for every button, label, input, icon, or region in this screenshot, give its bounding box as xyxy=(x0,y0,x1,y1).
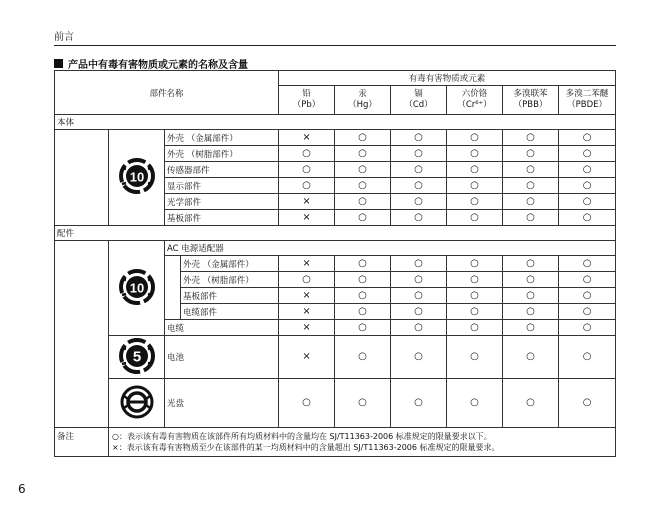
remark-line: ○：表示该有毒有害物质在该部件所有均质材料中的含量均在 SJ/T11363-2006 标准规定的限量要求以下。 xyxy=(112,432,492,441)
substance-mark: ○ xyxy=(559,304,616,320)
substance-mark: ○ xyxy=(559,256,616,272)
substance-mark: ○ xyxy=(391,272,447,288)
remarks-row xyxy=(55,428,616,457)
section-title xyxy=(54,56,248,71)
substance-name: 多溴二苯醚 xyxy=(565,89,609,99)
substance-mark: ○ xyxy=(503,162,559,178)
part-name: 光学部件 xyxy=(165,194,279,210)
running-header: 前言 xyxy=(54,32,74,43)
header-row xyxy=(55,71,616,86)
substance-mark: ○ xyxy=(447,256,503,272)
part-name: 基板部件 xyxy=(165,210,279,226)
group-label-remarks: 备注 xyxy=(55,428,109,457)
substance-mark: ○ xyxy=(559,194,616,210)
substance-mark: × xyxy=(279,336,335,379)
substance-mark: ○ xyxy=(335,288,391,304)
substance-mark: ○ xyxy=(335,210,391,226)
section-title-text: 产品中有毒有害物质或元素的名称及含量 xyxy=(68,60,248,71)
substance-mark: ○ xyxy=(447,320,503,336)
substance-mark: ○ xyxy=(335,146,391,162)
substance-mark: ○ xyxy=(391,146,447,162)
substance-header xyxy=(503,86,559,115)
substance-name: 多溴联苯 xyxy=(513,89,548,99)
substance-mark: ○ xyxy=(503,272,559,288)
substance-mark: ○ xyxy=(559,320,616,336)
substance-mark: ○ xyxy=(447,130,503,146)
table-row xyxy=(55,130,616,146)
substance-mark: ○ xyxy=(503,210,559,226)
environment-period-10-icon xyxy=(119,158,155,194)
substance-mark: ○ xyxy=(279,178,335,194)
hazardous-substances-table xyxy=(54,70,616,457)
substance-mark: ○ xyxy=(279,272,335,288)
substance-mark: ○ xyxy=(447,272,503,288)
substance-mark: ○ xyxy=(503,288,559,304)
substance-mark: × xyxy=(279,256,335,272)
svg-text:5: 5 xyxy=(132,348,141,365)
part-name: 外壳 （树脂部件） xyxy=(181,272,279,288)
substance-mark: × xyxy=(279,320,335,336)
substance-mark: ○ xyxy=(391,336,447,379)
substance-mark: × xyxy=(279,194,335,210)
substance-mark: × xyxy=(279,130,335,146)
substance-mark: ○ xyxy=(559,379,616,428)
substance-mark: ○ xyxy=(391,178,447,194)
table-row xyxy=(55,115,616,130)
part-name: 外壳 （树脂部件） xyxy=(165,146,279,162)
remark-line: ×：表示该有毒有害物质至少在该部件的某一均质材料中的含量超出 SJ/T11363-2006 标准规定的限量要求。 xyxy=(112,443,500,452)
substance-mark: ○ xyxy=(335,272,391,288)
substance-mark: × xyxy=(279,210,335,226)
substance-mark: ○ xyxy=(335,162,391,178)
substance-mark: ○ xyxy=(447,194,503,210)
substance-mark: ○ xyxy=(335,304,391,320)
substance-mark: ○ xyxy=(391,379,447,428)
substance-mark: × xyxy=(279,288,335,304)
substance-mark: ○ xyxy=(503,320,559,336)
substance-symbol: （Pb） xyxy=(292,100,321,110)
substance-mark: ○ xyxy=(447,336,503,379)
substance-name: 六价铬 xyxy=(461,89,488,99)
substance-symbol: （Cr⁶⁺） xyxy=(457,100,492,110)
logo-cell xyxy=(109,130,165,226)
substance-symbol: （Hg） xyxy=(348,100,377,110)
substance-mark: ○ xyxy=(503,130,559,146)
substance-mark: ○ xyxy=(335,256,391,272)
adapter-title: AC 电源适配器 xyxy=(165,241,616,256)
part-name: 传感器部件 xyxy=(165,162,279,178)
logo-cell xyxy=(109,379,165,428)
table-row xyxy=(55,241,616,256)
page-number: 6 xyxy=(18,482,26,496)
hazard-header: 有毒有害物质或元素 xyxy=(279,71,616,86)
part-name: 显示部件 xyxy=(165,178,279,194)
substance-symbol: （PBB） xyxy=(513,100,548,110)
part-name: 电缆部件 xyxy=(181,304,279,320)
substance-mark: ○ xyxy=(447,304,503,320)
substance-name: 镉 xyxy=(414,89,423,99)
substance-mark: ○ xyxy=(503,194,559,210)
substance-mark: ○ xyxy=(391,130,447,146)
substance-header xyxy=(447,86,503,115)
environment-period-5-icon xyxy=(119,338,155,374)
substance-mark: ○ xyxy=(279,379,335,428)
substance-mark: ○ xyxy=(391,256,447,272)
substance-mark: ○ xyxy=(447,288,503,304)
part-name: 电缆 xyxy=(165,320,279,336)
substance-mark: ○ xyxy=(559,210,616,226)
substance-mark: ○ xyxy=(391,288,447,304)
blank-cell xyxy=(55,241,109,428)
header-rule xyxy=(54,45,616,46)
substance-mark: ○ xyxy=(559,130,616,146)
logo-cell xyxy=(109,241,165,336)
part-name: 外壳 （金属部件） xyxy=(181,256,279,272)
substance-mark: ○ xyxy=(559,336,616,379)
substance-mark: ○ xyxy=(391,320,447,336)
substance-mark: ○ xyxy=(447,178,503,194)
table-row xyxy=(55,379,616,428)
substance-mark: ○ xyxy=(503,178,559,194)
substance-mark: ○ xyxy=(391,210,447,226)
substance-mark: ○ xyxy=(559,288,616,304)
substance-name: 铅 xyxy=(302,89,311,99)
substance-mark: ○ xyxy=(447,146,503,162)
indent-cell xyxy=(165,256,181,320)
substance-mark: ○ xyxy=(391,194,447,210)
substance-header xyxy=(279,86,335,115)
square-bullet-icon xyxy=(54,59,63,68)
substance-mark: ○ xyxy=(335,379,391,428)
substance-mark: ○ xyxy=(335,178,391,194)
substance-mark: ○ xyxy=(503,146,559,162)
logo-cell xyxy=(109,336,165,379)
svg-text:10: 10 xyxy=(129,280,144,295)
substance-mark: ○ xyxy=(559,146,616,162)
substance-mark: ○ xyxy=(559,272,616,288)
part-name: 基板部件 xyxy=(181,288,279,304)
substance-header xyxy=(559,86,616,115)
blank-cell xyxy=(55,130,109,226)
substance-mark: ○ xyxy=(391,162,447,178)
substance-mark: ○ xyxy=(503,256,559,272)
substance-header xyxy=(335,86,391,115)
substance-mark: × xyxy=(279,304,335,320)
substance-symbol: （Cd） xyxy=(404,100,433,110)
substance-mark: ○ xyxy=(559,162,616,178)
substance-symbol: （PBDE） xyxy=(567,100,607,110)
disc-eco-icon xyxy=(119,384,155,420)
substance-mark: ○ xyxy=(391,304,447,320)
table-row xyxy=(55,336,616,379)
substance-mark: ○ xyxy=(503,379,559,428)
substance-mark: ○ xyxy=(279,162,335,178)
group-label-body: 本体 xyxy=(55,115,616,130)
substance-mark: ○ xyxy=(335,130,391,146)
substance-mark: ○ xyxy=(559,178,616,194)
part-name: 电池 xyxy=(165,336,279,379)
substance-mark: ○ xyxy=(447,210,503,226)
substance-mark: ○ xyxy=(279,146,335,162)
part-name: 外壳 （金属部件） xyxy=(165,130,279,146)
group-label-accessories: 配件 xyxy=(55,226,616,241)
substance-mark: ○ xyxy=(335,194,391,210)
part-name-header: 部件名称 xyxy=(55,71,279,115)
substance-mark: ○ xyxy=(503,304,559,320)
part-name: 光盘 xyxy=(165,379,279,428)
substance-mark: ○ xyxy=(447,379,503,428)
substance-mark: ○ xyxy=(335,320,391,336)
substance-name: 汞 xyxy=(358,89,367,99)
environment-period-10-icon xyxy=(119,269,155,305)
substance-mark: ○ xyxy=(447,162,503,178)
substance-header xyxy=(391,86,447,115)
svg-text:10: 10 xyxy=(129,169,144,185)
substance-mark: ○ xyxy=(335,336,391,379)
substance-mark: ○ xyxy=(503,336,559,379)
table-row xyxy=(55,226,616,241)
remarks-notes xyxy=(109,428,616,457)
